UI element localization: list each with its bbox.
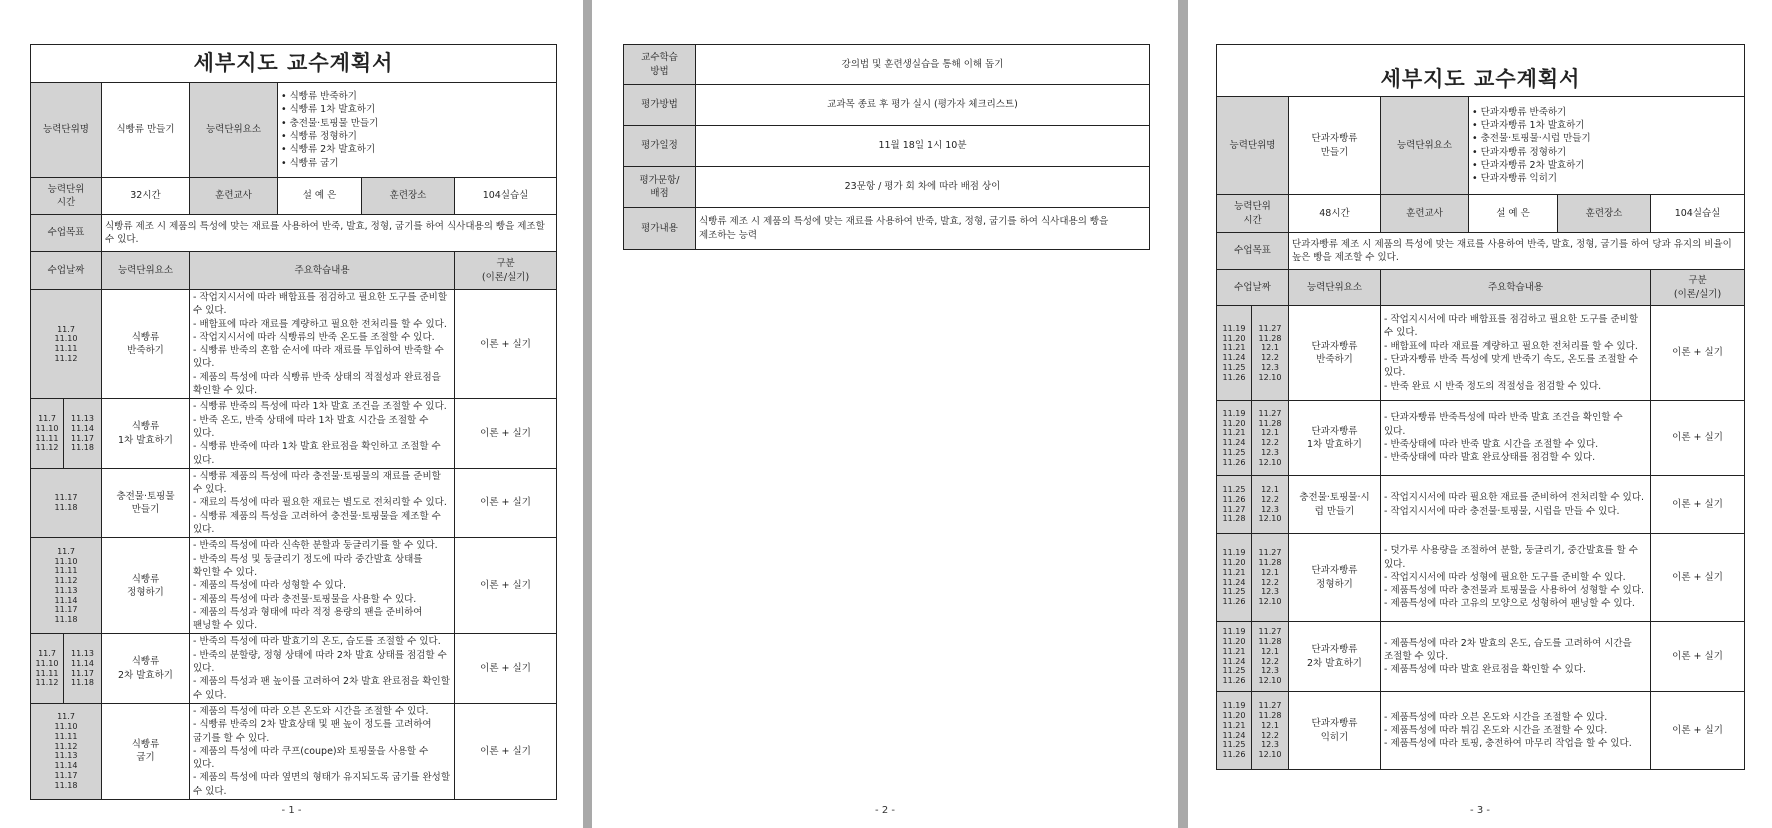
row-element: 단과자빵류 익히기 — [1289, 692, 1381, 770]
row-type: 이론 + 실기 — [455, 538, 557, 634]
row-content: - 작업지시서에 따라 배합표를 점검하고 필요한 도구를 준비할 수 있다. - 배합표에 따라 재료를 계량하고 필요한 전처리를 할 수 있다. - 단과자빵류 반죽 특성에 맞게 반죽기 속도, 온도를 조절할 수 있다. - 반죽 완료 시 반죽 정도의 적절성을 점검할 수 있다. — [1381, 306, 1651, 401]
unit-name: 단과자빵류 만들기 — [1289, 97, 1381, 195]
row-type: 이론 + 실기 — [455, 399, 557, 468]
lesson-dates: 11.27 11.28 12.1 12.2 12.3 12.10 — [1252, 534, 1289, 622]
unit-elements-list: • 식빵류 반죽하기 • 식빵류 1차 발효하기 • 충전물·토핑물 만들기 • 식빵류 정형하기 • 식빵류 2차 발효하기 • 식빵류 굽기 — [278, 83, 557, 178]
label-unit-element: 능력단위요소 — [1381, 97, 1469, 195]
table-row — [624, 208, 1150, 250]
label-place: 훈련장소 — [362, 178, 455, 215]
lesson-goal: 단과자빵류 제조 시 제품의 특성에 맞는 재료를 사용하여 반죽, 발효, 정형, 굽기를 하여 당과 유지의 비율이 높은 빵을 제조할 수 있다. — [1289, 233, 1745, 270]
lesson-goal: 식빵류 제조 시 제품의 특성에 맞는 재료를 사용하여 반죽, 발효, 정형, 굽기를 하여 식사대용의 빵을 제조할 수 있다. — [102, 215, 557, 252]
label-goal: 수업목표 — [31, 215, 102, 252]
table-row — [31, 703, 557, 799]
table-row — [1217, 692, 1745, 770]
document-title: 세부지도 교수계획서 — [31, 45, 557, 83]
label-date: 수업날짜 — [31, 252, 102, 290]
label-element-col: 능력단위요소 — [102, 252, 190, 290]
lesson-dates: 11.27 11.28 12.1 12.2 12.3 12.10 — [1252, 692, 1289, 770]
lesson-dates: 11.19 11.20 11.21 11.24 11.25 11.26 — [1217, 622, 1252, 692]
table-row — [1217, 534, 1745, 622]
table-row — [624, 167, 1150, 208]
row-content: - 작업지시서에 따라 필요한 재료를 준비하여 전처리할 수 있다. - 작업지시서에 따라 충전물·토핑물, 시럽을 만들 수 있다. — [1381, 476, 1651, 534]
row-type: 이론 + 실기 — [1651, 692, 1745, 770]
document-title: 세부지도 교수계획서 — [1217, 45, 1745, 97]
table-row — [1217, 306, 1745, 401]
row-element: 단과자빵류 반죽하기 — [1289, 306, 1381, 401]
row-type: 이론 + 실기 — [1651, 401, 1745, 476]
row-content: - 작업지시서에 따라 배합표를 점검하고 필요한 도구를 준비할 수 있다. - 배합표에 따라 재료를 계량하고 필요한 전처리를 할 수 있다. - 작업지시서에 따라 식빵류의 반죽 온도를 조절할 수 있다. - 식빵류 반죽의 혼합 순서에 따라 재료를 투입하여 반죽할 수 있다. - 제품의 특성에 따라 식빵류 반죽 상태의 적절성과 완료점을 확인할 수 있다. — [190, 290, 455, 399]
lesson-dates: 11.13 11.14 11.17 11.18 — [64, 399, 102, 468]
lesson-plan-table-1 — [30, 44, 557, 800]
row-content: - 식빵류 반죽의 특성에 따라 1차 발효 조건을 조절할 수 있다. - 반죽 온도, 반죽 상태에 따라 1차 발효 시간을 조절할 수 있다. - 식빵류 반죽에 따라 1차 발효 완료점을 확인하고 조절할 수 있다. — [190, 399, 455, 468]
table-row — [31, 538, 557, 634]
row-element: 충전물·토핑물·시 럽 만들기 — [1289, 476, 1381, 534]
lesson-dates: 11.17 11.18 — [31, 468, 102, 537]
unit-time: 32시간 — [102, 178, 190, 215]
label-element-col: 능력단위요소 — [1289, 270, 1381, 306]
table-row — [624, 126, 1150, 167]
table-row — [1217, 476, 1745, 534]
lesson-dates: 11.19 11.20 11.21 11.24 11.25 11.26 — [1217, 692, 1252, 770]
row-type: 이론 + 실기 — [455, 634, 557, 703]
lesson-plan-table-3 — [1216, 44, 1745, 770]
row-content: - 식빵류 제품의 특성에 따라 충전물·토핑물의 재료를 준비할 수 있다. - 재료의 특성에 따라 필요한 재료는 별도로 전처리할 수 있다. - 식빵류 제품의 특성을 고려하여 충전물·토핑물을 제조할 수 있다. — [190, 468, 455, 537]
lesson-dates: 11.25 11.26 11.27 11.28 — [1217, 476, 1252, 534]
unit-time: 48시간 — [1289, 195, 1381, 233]
table-row — [31, 399, 557, 468]
lesson-dates: 11.27 11.28 12.1 12.2 12.3 12.10 — [1252, 401, 1289, 476]
label-eval-content: 평가내용 — [624, 208, 696, 250]
row-element: 식빵류 정형하기 — [102, 538, 190, 634]
label-teacher: 훈련교사 — [190, 178, 278, 215]
table-row — [31, 290, 557, 399]
row-element: 식빵류 굽기 — [102, 703, 190, 799]
unit-name: 식빵류 만들기 — [102, 83, 190, 178]
row-content: - 반죽의 특성에 따라 발효기의 온도, 습도를 조절할 수 있다. - 반죽의 분할량, 정형 상태에 따라 2차 발효 상태를 점검할 수 있다. - 제품의 특성과 팬 높이를 고려하여 2차 발효 완료점을 확인할 수 있다. — [190, 634, 455, 703]
row-element: 단과자빵류 1차 발효하기 — [1289, 401, 1381, 476]
row-element: 단과자빵류 정형하기 — [1289, 534, 1381, 622]
teacher-name: 설 예 은 — [1469, 195, 1558, 233]
row-type: 이론 + 실기 — [1651, 534, 1745, 622]
label-category: 구분 (이론/실기) — [455, 252, 557, 290]
label-eval-date: 평가일정 — [624, 126, 696, 167]
page-number: - 1 - — [281, 805, 302, 816]
evaluation-table — [623, 44, 1150, 250]
training-place: 104실습실 — [1651, 195, 1745, 233]
lesson-dates: 11.27 11.28 12.1 12.2 12.3 12.10 — [1252, 306, 1289, 401]
label-date: 수업날짜 — [1217, 270, 1289, 306]
label-unit-time: 능력단위 시간 — [31, 178, 102, 215]
label-place: 훈련장소 — [1558, 195, 1651, 233]
page-1 — [0, 0, 583, 828]
label-unit-element: 능력단위요소 — [190, 83, 278, 178]
row-type: 이론 + 실기 — [455, 290, 557, 399]
row-type: 이론 + 실기 — [455, 468, 557, 537]
lesson-dates: 11.13 11.14 11.17 11.18 — [64, 634, 102, 703]
teacher-name: 설 예 은 — [278, 178, 362, 215]
lesson-dates: 11.7 11.10 11.11 11.12 — [31, 399, 64, 468]
page-number: - 2 - — [875, 805, 895, 816]
label-goal: 수업목표 — [1217, 233, 1289, 270]
label-eval-method: 평가방법 — [624, 85, 696, 126]
table-row — [31, 634, 557, 703]
lesson-dates: 11.27 11.28 12.1 12.2 12.3 12.10 — [1252, 622, 1289, 692]
lesson-dates: 12.1 12.2 12.3 12.10 — [1252, 476, 1289, 534]
table-row — [1217, 622, 1745, 692]
value-method: 강의법 및 훈련생실습을 통해 이해 돕기 — [696, 45, 1150, 85]
row-content: - 제품의 특성에 따라 오븐 온도와 시간을 조절할 수 있다. - 식빵류 반죽의 2차 발효상태 및 팬 높이 정도를 고려하여 굽기를 할 수 있다. - 제품의 특성에 따라 쿠프(coupe)와 토핑물을 사용할 수 있다. - 제품의 특성에 따라 옆면의 형태가 유지되도록 굽기를 완성할 수 있다. — [190, 703, 455, 799]
table-row — [31, 468, 557, 537]
row-content: - 덧가루 사용량을 조절하여 분할, 둥글리기, 중간발효를 할 수 있다. - 작업지시서에 따라 성형에 필요한 도구를 준비할 수 있다. - 제품특성에 따라 충전물과 토핑물을 사용하여 성형할 수 있다. - 제품특성에 따라 고유의 모양으로 성형하여 팬닝할 수 있다. — [1381, 534, 1651, 622]
lesson-dates: 11.7 11.10 11.11 11.12 11.13 11.14 11.17 11.18 — [31, 703, 102, 799]
row-element: 식빵류 2차 발효하기 — [102, 634, 190, 703]
training-place: 104실습실 — [455, 178, 557, 215]
value-eval-items: 23문항 / 평가 회 차에 따라 배점 상이 — [696, 167, 1150, 208]
value-eval-date: 11월 18일 1시 10분 — [696, 126, 1150, 167]
row-type: 이론 + 실기 — [1651, 306, 1745, 401]
label-category: 구분 (이론/실기) — [1651, 270, 1745, 306]
row-element: 충전물·토핑물 만들기 — [102, 468, 190, 537]
label-teacher: 훈련교사 — [1381, 195, 1469, 233]
page-number: - 3 - — [1470, 805, 1490, 816]
row-type: 이론 + 실기 — [1651, 622, 1745, 692]
row-content: - 반죽의 특성에 따라 신속한 분할과 둥글리기를 할 수 있다. - 반죽의 특성 및 둥글리기 정도에 따라 중간발효 상태를 확인할 수 있다. - 제품의 특성에 따라 성형할 수 있다. - 제품의 특성에 따라 충전물·토핑물을 사용할 수 있다. - 제품의 특성과 형태에 따라 적정 용량의 팬을 준비하여 팬닝할 수 있다. — [190, 538, 455, 634]
row-element: 단과자빵류 2차 발효하기 — [1289, 622, 1381, 692]
row-content: - 단과자빵류 반죽특성에 따라 반죽 발효 조건을 확인할 수 있다. - 반죽상태에 따라 반죽 발효 시간을 조절할 수 있다. - 반죽상태에 따라 발효 완료상태를 점검할 수 있다. — [1381, 401, 1651, 476]
label-content: 주요학습내용 — [1381, 270, 1651, 306]
label-unit-name: 능력단위명 — [1217, 97, 1289, 195]
lesson-dates: 11.19 11.20 11.21 11.24 11.25 11.26 — [1217, 534, 1252, 622]
label-unit-name: 능력단위명 — [31, 83, 102, 178]
lesson-dates: 11.7 11.10 11.11 11.12 11.13 11.14 11.17 11.18 — [31, 538, 102, 634]
table-row — [624, 85, 1150, 126]
label-content: 주요학습내용 — [190, 252, 455, 290]
table-row — [1217, 401, 1745, 476]
row-element: 식빵류 반죽하기 — [102, 290, 190, 399]
table-row — [624, 45, 1150, 85]
lesson-dates: 11.7 11.10 11.11 11.12 — [31, 290, 102, 399]
unit-elements-list: • 단과자빵류 반죽하기 • 단과자빵류 1차 발효하기 • 충전물·토핑물·시럽 만들기 • 단과자빵류 정형하기 • 단과자빵류 2차 발효하기 • 단과자빵류 익히기 — [1469, 97, 1745, 195]
row-content: - 제품특성에 따라 오븐 온도와 시간을 조절할 수 있다. - 제품특성에 따라 튀김 온도와 시간을 조절할 수 있다. - 제품특성에 따라 토핑, 충전하여 마무리 작업을 할 수 있다. — [1381, 692, 1651, 770]
row-element: 식빵류 1차 발효하기 — [102, 399, 190, 468]
lesson-dates: 11.7 11.10 11.11 11.12 — [31, 634, 64, 703]
value-eval-method: 교과목 종료 후 평가 실시 (평가자 체크리스트) — [696, 85, 1150, 126]
label-unit-time: 능력단위 시간 — [1217, 195, 1289, 233]
label-eval-items: 평가문항/ 배점 — [624, 167, 696, 208]
value-eval-content: 식빵류 제조 시 제품의 특성에 맞는 재료를 사용하여 반죽, 발효, 정형, 굽기를 하여 식사대용의 빵을 제조하는 능력 — [696, 208, 1150, 250]
row-content: - 제품특성에 따라 2차 발효의 온도, 습도를 고려하여 시간을 조절할 수 있다. - 제품특성에 따라 발효 완료점을 확인할 수 있다. — [1381, 622, 1651, 692]
lesson-dates: 11.19 11.20 11.21 11.24 11.25 11.26 — [1217, 306, 1252, 401]
row-type: 이론 + 실기 — [455, 703, 557, 799]
row-type: 이론 + 실기 — [1651, 476, 1745, 534]
lesson-dates: 11.19 11.20 11.21 11.24 11.25 11.26 — [1217, 401, 1252, 476]
label-method: 교수학습 방법 — [624, 45, 696, 85]
